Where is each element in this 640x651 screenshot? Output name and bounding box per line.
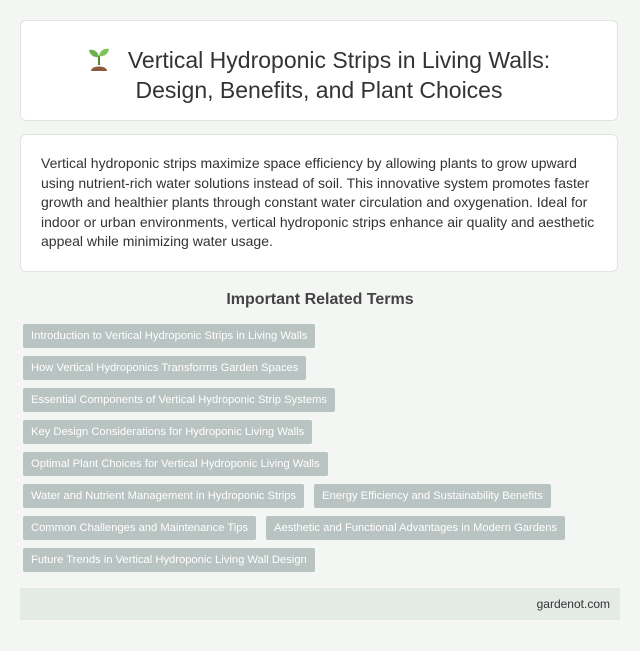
page-title (21, 45, 617, 105)
term-chip[interactable]: How Vertical Hydroponics Transforms Garden Spaces (23, 356, 306, 380)
term-chip[interactable]: Energy Efficiency and Sustainability Benefits (314, 484, 551, 508)
related-terms-list (23, 324, 623, 580)
term-chip[interactable]: Future Trends in Vertical Hydroponic Living Wall Design (23, 548, 315, 572)
intro-card (20, 134, 618, 272)
intro-paragraph: Vertical hydroponic strips maximize space efficiency by allowing plants to grow upward using nutrient-rich water solutions instead of soil. This innovative system promotes faster growth and healthier plants through constant water circulation and oxygenation. Ideal for indoor or urban environments, vertical hydroponic strips enhance air quality and aesthetic appeal while minimizing water usage. (41, 155, 595, 249)
term-chip[interactable]: Optimal Plant Choices for Vertical Hydroponic Living Walls (23, 452, 328, 476)
related-terms-heading: Important Related Terms (226, 291, 414, 308)
term-chip[interactable]: Key Design Considerations for Hydroponic Living Walls (23, 420, 312, 444)
header-card (20, 20, 618, 121)
term-chip[interactable]: Aesthetic and Functional Advantages in Modern Gardens (266, 516, 565, 540)
term-chip[interactable]: Essential Components of Vertical Hydroponic Strip Systems (23, 388, 335, 412)
term-chip[interactable]: Introduction to Vertical Hydroponic Strips in Living Walls (23, 324, 315, 348)
term-chip[interactable]: Water and Nutrient Management in Hydroponic Strips (23, 484, 304, 508)
footer (20, 588, 620, 620)
footer-site-link[interactable]: gardenot.com (536, 597, 610, 611)
term-chip[interactable]: Common Challenges and Maintenance Tips (23, 516, 256, 540)
title-line-1 (21, 45, 617, 75)
seedling-icon (88, 45, 110, 71)
title-text-line-1: Vertical Hydroponic Strips in Living Walls: (127, 47, 551, 73)
title-line-2: Design, Benefits, and Plant Choices (135, 77, 503, 103)
